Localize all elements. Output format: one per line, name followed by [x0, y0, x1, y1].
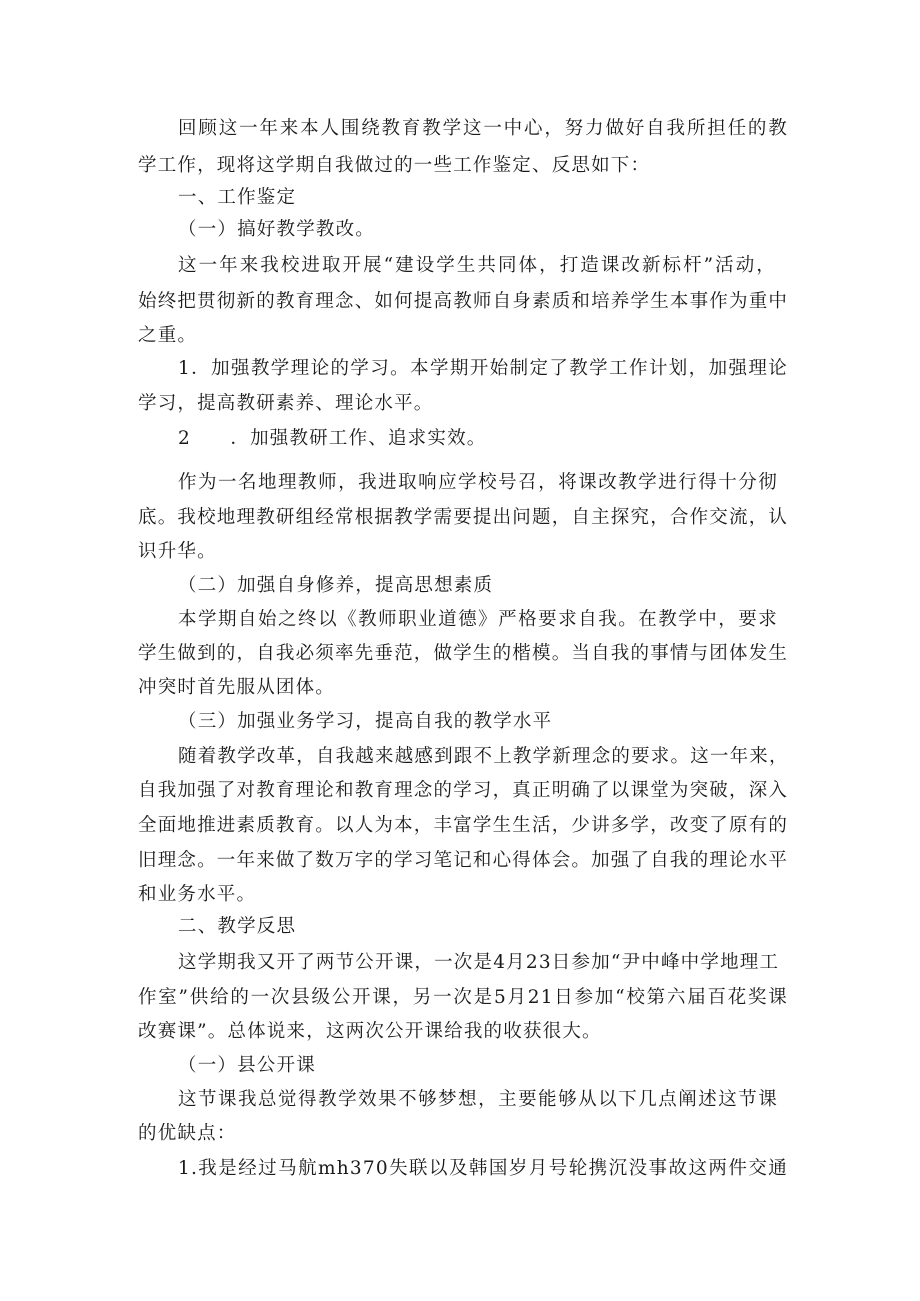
paragraph-line: 和业务水平。	[138, 884, 257, 905]
intro-line-2: 学工作，现将这学期自我做过的一些工作鉴定、反思如下：	[138, 155, 651, 176]
paragraph-line: 始终把贯彻新的教育理念、如何提高教师自身素质和培养学生本事作为重中	[138, 291, 789, 312]
paragraph-line: 随着教学改革，自我越来越感到跟不上教学新理念的要求。这一年来，	[178, 746, 789, 767]
section-heading-2: 二、教学反思	[178, 916, 297, 937]
subsection-heading-1-3: （三）加强业务学习，提高自我的教学水平	[178, 711, 553, 732]
paragraph-line: 之重。	[138, 325, 198, 346]
paragraph-line: 这节课我总觉得教学效果不够梦想，主要能够从以下几点阐述这节课	[178, 1089, 778, 1110]
list-item-1-cont: 学习，提高教研素养、理论水平。	[138, 393, 434, 414]
subsection-heading-1-1: （一）搞好教学教改。	[178, 219, 376, 240]
paragraph-line: 本学期自始之终以《教师职业道德》严格要求自我。在教学中，要求	[178, 609, 778, 630]
intro-line-1: 回顾这一年来本人围绕教育教学这一中心，努力做好自我所担任的教	[178, 118, 788, 139]
paragraph-line: 这学期我又开了两节公开课，一次是4月23日参加“尹中峰中学地理工	[178, 952, 780, 973]
paragraph-line: 的优缺点：	[138, 1123, 237, 1144]
subsection-heading-1-2: （二）加强自身修养，提高思想素质	[178, 575, 494, 596]
list-item-3: 1.我是经过马航mh370失联以及韩国岁月号轮携沉没事故这两件交通	[178, 1158, 788, 1179]
paragraph-line: 作为一名地理教师，我进取响应学校号召，将课改教学进行得十分彻	[178, 472, 778, 493]
paragraph-line: 底。我校地理教研组经常根据教学需要提出问题，自主探究，合作交流，认	[138, 507, 789, 528]
paragraph-line: 这一年来我校进取开展“建设学生共同体，打造课改新标杆”活动，	[178, 255, 776, 276]
list-item-2: 2 ．加强教研工作、追求实效。	[178, 428, 487, 449]
section-heading-1: 一、工作鉴定	[178, 187, 297, 208]
paragraph-line: 识升华。	[138, 541, 217, 562]
subsection-heading-2-1: （一）县公开课	[178, 1055, 316, 1076]
paragraph-line: 改赛课”。总体说来，这两次公开课给我的收获很大。	[138, 1021, 602, 1042]
paragraph-line: 旧理念。一年来做了数万字的学习笔记和心得体会。加强了自我的理论水平	[138, 850, 789, 871]
paragraph-line: 作室”供给的一次县级公开课，另一次是5月21日参加“校第六届百花奖课	[138, 987, 788, 1008]
paragraph-line: 全面地推进素质教育。以人为本，丰富学生生活，少讲多学，改变了原有的	[138, 815, 789, 836]
list-item-1: 1．加强教学理论的学习。本学期开始制定了教学工作计划，加强理论	[178, 358, 788, 379]
paragraph-line: 学生做到的，自我必须率先垂范，做学生的楷模。当自我的事情与团体发生	[138, 643, 789, 664]
paragraph-line: 自我加强了对教育理论和教育理念的学习，真正明确了以课堂为突破，深入	[138, 780, 789, 801]
paragraph-line: 冲突时首先服从团体。	[138, 677, 336, 698]
